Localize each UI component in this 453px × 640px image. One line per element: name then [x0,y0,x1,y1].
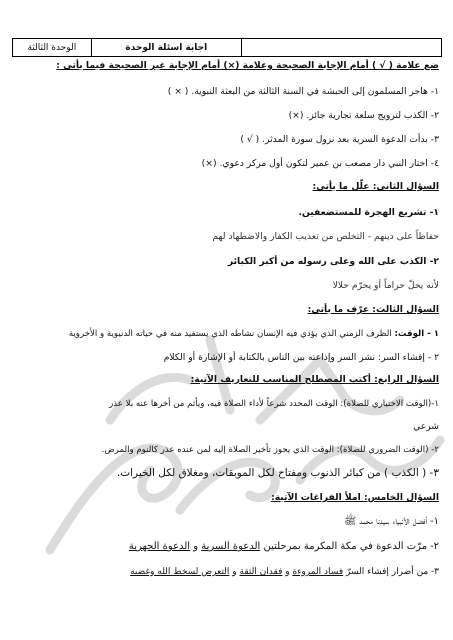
header-unit: الوحدة الثالثة [27,42,77,53]
q5-item-2-conjunction: و [190,541,202,552]
q5-item-3-prefix: ٣- من أضرار إفشاء السرّ [346,567,439,577]
q2-item-1-answer: حفاظاً على دينهم - التخلص من تعذيب الكفار والاضطهاد لهم [212,231,439,242]
header-empty-cell [241,39,441,56]
q1-item-1: ١- هاجر المسلمون إلى الحبشة في السنة الثالثة من البعثة النبوية. ( × ) [167,86,439,97]
q3-title: السؤال الثالث: عرّف ما يأتي: [307,304,439,315]
q4-item-1-line-2: شرعي [413,421,439,432]
q3-item-1 [10,328,439,340]
q5-item-3-conjunction-2: و [229,567,240,577]
header-table [12,38,442,57]
header-title: اجابة اسئلة الوحدة [91,39,241,56]
q1-item-2: ٢- الكذب لترويج سلعة تجارية جائز. (×) [288,110,439,121]
q1-item-3: ٣- بدأت الدعوة السرية بعد نزول سورة المدثر. ( √ ) [240,134,439,145]
q3-item-1-term: ١ - الوقت: [394,329,439,339]
q5-item-2-answer-b: الدعوة الجهرية [128,541,191,552]
q5-item-3-answer-c: التعرض لسخط الله وغضبه [130,567,230,577]
q5-item-1: ١- أفضل الأنبياء سيدنا محمد ﷺ [344,516,439,527]
q5-item-2 [10,541,439,553]
q2-title: السؤال الثاني: علّل ما يأتي: [312,181,439,192]
q5-item-3-answer-a: فساد المروءة [292,567,344,577]
q2-item-1-question: ١- تشريع الهجرة للمستضعفين. [298,207,439,218]
q4-item-3: ٣- ( الكذب ) من كبائر الذنوب ومفتاح لكل الموبقات، ومغلاق لكل الخيرات. [116,467,439,479]
q5-item-3 [10,566,439,578]
q1-item-4: ٤- اختار النبي دار مصعب بن عمير لتكون أول مركز دعوي. (×) [201,158,439,169]
q2-item-2-answer: لأنه يحلّ حراماً أو يحرّم حلالا [332,280,439,291]
watermark-signature [20,300,453,580]
q3-item-2: ٢ - إفشاء السر: نشر السر وإذاعته بين الناس بالكتابة أو الإشارة أو الكلام [163,352,439,363]
q5-item-2-answer-a: الدعوة السرية [201,541,261,552]
q4-item-2: ٢- (الوقت الضروري للصلاة): الوقت الذي يجوز تأخير الصلاة إليه لمن عنده عذر كالنوم والمرض. [101,445,439,455]
q4-title: السؤال الرابع: أكتب المصطلح المناسب للتعاريف الآتية: [190,374,439,385]
q5-item-3-conjunction-1: و [282,567,293,577]
q5-item-2-prefix: ٢- مرّت الدعوة في مكة المكرمة بمرحلتين [263,541,439,552]
q4-item-1-line-1: ١-(الوقت الاختياري للصلاة): الوقت المحدد شرعاً لأداء الصلاة فيه، ويأثم من أخرها عنه بلا عذر [109,399,439,409]
q3-item-1-definition: الظرف الزمني الذي يؤدي فيه الإنسان نشاطه الذي يستفيد منه في حياته الدنيوية و الأخروية [68,329,392,339]
q1-instruction: ضع علامة ( √ ) أمام الإجابة الصحيحة وعلامة (×) أمام الإجابة غير الصحيحة فيما يأتي : [56,60,439,71]
q5-title: السؤال الخامس: املأ الفراغات الآتية: [271,492,439,503]
q5-item-3-answer-b: فقدان الثقة [239,567,283,577]
q2-item-2-question: ٢- الكذب على الله وعلى رسوله من أكبر الكبائر [227,256,439,267]
